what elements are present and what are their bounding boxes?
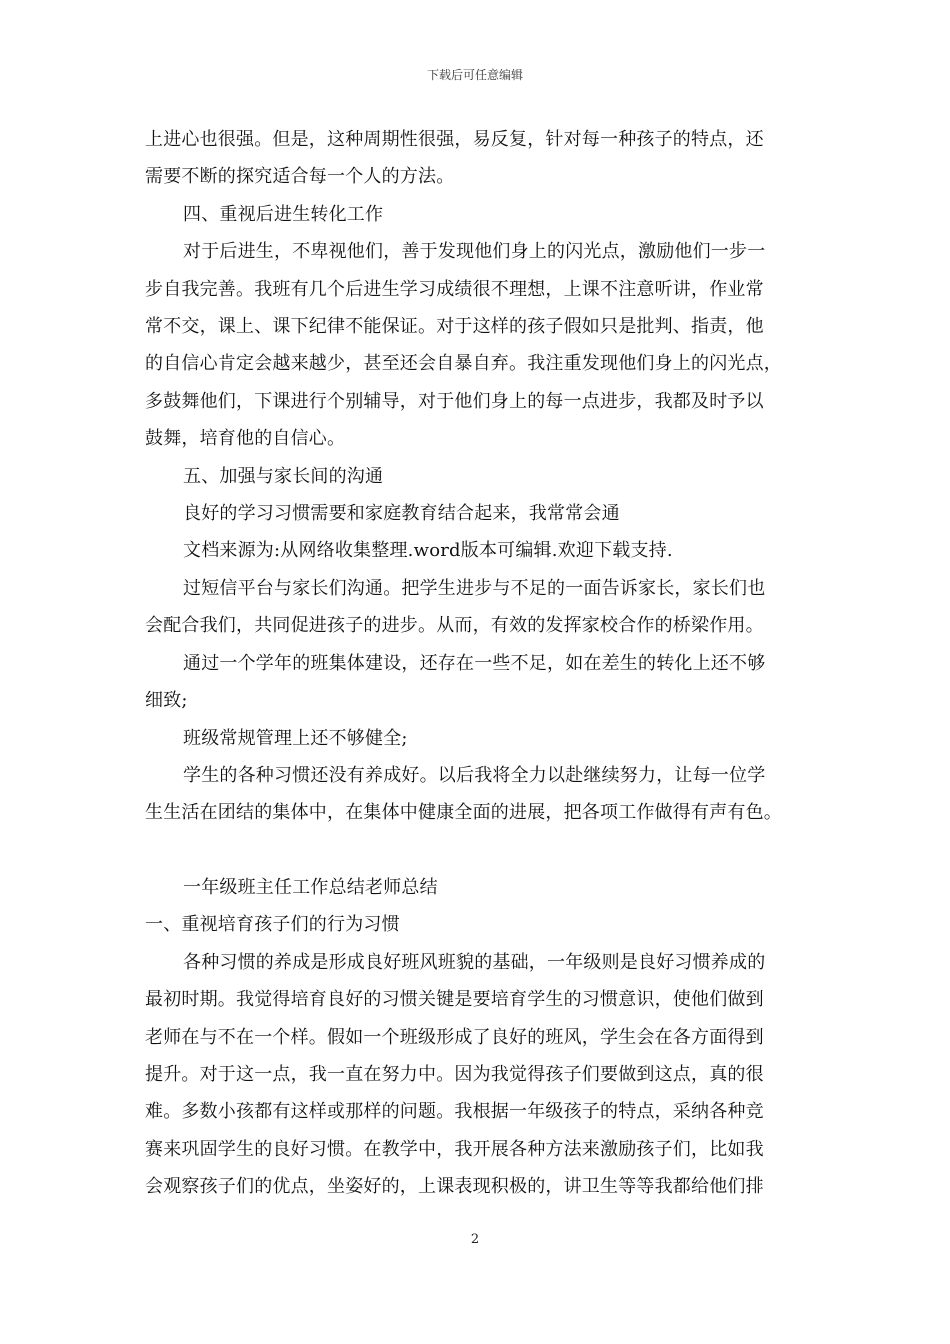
page-number: 2	[470, 1232, 480, 1247]
text-line: 良好的学习习惯需要和家庭教育结合起来，我常常会通	[183, 503, 620, 524]
text-line: 难。多数小孩都有这样或那样的问题。我根据一年级孩子的特点，采纳各种竞	[145, 1101, 764, 1122]
text-line: 各种习惯的养成是形成良好班风班貌的基础，一年级则是良好习惯养成的	[183, 952, 766, 973]
text-line: 会观察孩子们的优点，坐姿好的，上课表现积极的，讲卫生等等我都给他们排	[145, 1176, 764, 1197]
text-line: 班级常规管理上还不够健全;	[183, 728, 408, 749]
text-line: 细致;	[145, 690, 188, 711]
text-line: 上进心也很强。但是，这种周期性很强，易反复，针对每一种孩子的特点，还	[145, 129, 764, 150]
text-line: 需要不断的探究适合每一个人的方法。	[145, 166, 455, 187]
section-heading: 一、重视培育孩子们的行为习惯	[145, 914, 400, 935]
text-line: 赛来巩固学生的良好习惯。在教学中，我开展各种方法来激励孩子们，比如我	[145, 1139, 764, 1160]
text-line: 最初时期。我觉得培育良好的习惯关键是要培育学生的习惯意识，使他们做到	[145, 989, 764, 1010]
section-heading: 五、加强与家长间的沟通	[183, 466, 384, 487]
section-heading: 四、重视后进生转化工作	[183, 204, 384, 225]
document-title: 一年级班主任工作总结老师总结	[183, 877, 438, 898]
page-header: 下载后可任意编辑	[426, 68, 523, 82]
text-line: 对于后进生，不卑视他们，善于发现他们身上的闪光点，激励他们一步一	[183, 241, 766, 262]
text-line: 步自我完善。我班有几个后进生学习成绩很不理想，上课不注意听讲，作业常	[145, 279, 764, 300]
text-line: 鼓舞，培育他的自信心。	[145, 428, 346, 449]
text-line: 多鼓舞他们，下课进行个别辅导，对于他们身上的每一点进步，我都及时予以	[145, 391, 764, 412]
text-line: 的自信心肯定会越来越少，甚至还会自暴自弃。我注重发现他们身上的闪光点，	[145, 353, 782, 374]
text-line: 通过一个学年的班集体建设，还存在一些不足，如在差生的转化上还不够	[183, 653, 766, 674]
source-note: 文档来源为:从网络收集整理.word版本可编辑.欢迎下载支持.	[183, 540, 673, 561]
text-line: 过短信平台与家长们沟通。把学生进步与不足的一面告诉家长，家长们也	[183, 578, 766, 599]
text-line: 生生活在团结的集体中，在集体中健康全面的进展，把各项工作做得有声有色。	[145, 802, 782, 823]
text-line: 会配合我们，共同促进孩子的进步。从而，有效的发挥家校合作的桥梁作用。	[145, 615, 764, 636]
text-line: 老师在与不在一个样。假如一个班级形成了良好的班风，学生会在各方面得到	[145, 1027, 764, 1048]
text-line: 常不交，课上、课下纪律不能保证。对于这样的孩子假如只是批判、指责，他	[145, 316, 764, 337]
text-line: 学生的各种习惯还没有养成好。以后我将全力以赴继续努力，让每一位学	[183, 765, 766, 786]
text-line: 提升。对于这一点，我一直在努力中。因为我觉得孩子们要做到这点，真的很	[145, 1064, 764, 1085]
